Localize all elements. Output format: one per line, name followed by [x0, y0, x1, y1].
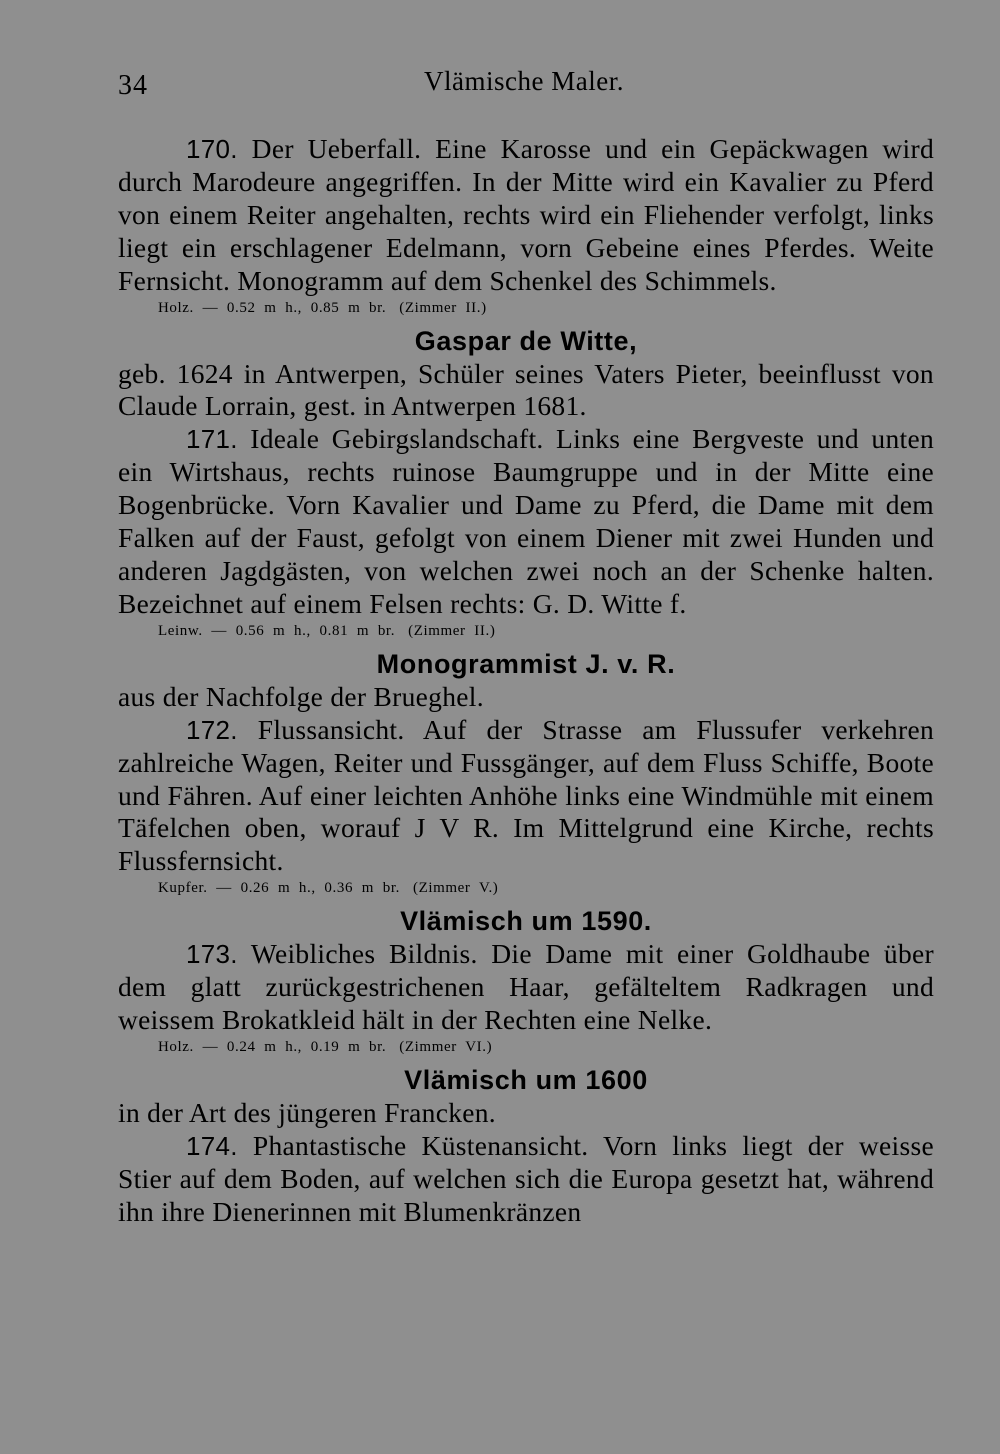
catalog-entry-171 — [118, 423, 934, 620]
section-heading-1600: Vlämisch um 1600 — [404, 1064, 648, 1095]
artist-heading-witte: Gaspar de Witte, — [414, 325, 638, 356]
entry-number: 170. — [186, 134, 238, 164]
entry-description: Phantastische Küstenansicht. Vorn links liegt der weisse Stier auf dem Boden, auf welchen sich die Europa gesetzt hat, während ihn ihre Dienerinnen mit Blumenkränzen — [118, 1129, 934, 1227]
catalog-entry-174 — [118, 1130, 934, 1229]
entry-number: 173. — [186, 939, 238, 970]
artist-bio-witte: geb. 1624 in Antwerpen, Schüler seines Vaters Pieter, beeinflusst von Claude Lorrain, gest. in Antwerpen 1681. — [118, 357, 934, 422]
running-title: Vlämische Maler. — [424, 66, 624, 96]
page-body — [118, 133, 934, 1229]
entry-dimensions: Kupfer. — 0.26 m h., 0.36 m br. (Zimmer V.) — [158, 880, 499, 897]
entry-dimensions: Leinw. — 0.56 m h., 0.81 m br. (Zimmer II.) — [158, 622, 496, 639]
page-number: 34 — [118, 70, 148, 101]
entry-description: Flussansicht. Auf der Strasse am Flussufer verkehren zahlreiche Wagen, Reiter und Fussgänger, auf dem Fluss Schiffe, Boote und Fähren. Auf einer leichten Anhöhe links eine Windmühle mit einem Täfelchen oben, worauf J V R. Im Mittelgrund eine Kirche, rechts Flussfernsicht. — [118, 713, 934, 877]
catalog-entry-172 — [118, 714, 934, 879]
entry-description: Der Ueberfall. Eine Karosse und ein Gepäckwagen wird durch Marodeure angegriffen. In der Mitte wird ein Kavalier zu Pferd von einem Reiter angehalten, rechts wird ein Fliehender verfolgt, links liegt ein erschlagener Edelmann, vorn Gebeine eines Pferdes. Weite Fernsicht. Monogramm auf dem Schenkel des Schimmels. — [118, 133, 934, 296]
entry-number: 171. — [186, 424, 238, 455]
entry-dimensions: Holz. — 0.52 m h., 0.85 m br. (Zimmer II.) — [158, 299, 487, 316]
section-heading-1590: Vlämisch um 1590. — [400, 906, 652, 937]
catalog-entry-170 — [118, 133, 934, 298]
entry-description: Weibliches Bildnis. Die Dame mit einer Goldhaube über dem glatt zurückgestrichenen Haar, gefälteltem Radkragen und weissem Brokatkleid hält in der Rechten eine Nelke. — [118, 938, 934, 1036]
entry-dimensions: Holz. — 0.24 m h., 0.19 m br. (Zimmer VI.) — [158, 1038, 493, 1055]
entry-number: 172. — [186, 714, 238, 745]
page-header — [118, 62, 930, 102]
artist-heading-jvr: Monogrammist J. v. R. — [376, 648, 676, 679]
entry-number: 174. — [186, 1130, 238, 1161]
catalog-entry-173 — [118, 938, 934, 1037]
section-bio-1600: in der Art des jüngeren Francken. — [118, 1096, 496, 1128]
entry-description: Ideale Gebirgslandschaft. Links eine Bergveste und unten ein Wirtshaus, rechts ruinose Baumgruppe und in der Mitte eine Bogenbrücke. Vorn Kavalier und Dame zu Pferd, die Dame mit dem Falken auf der Faust, gefolgt von einem Diener mit zwei Hunden und anderen Jagdgästen, von welchen zwei noch an der Schenke halten. Bezeichnet auf einem Felsen rechts: G. D. Witte f. — [118, 423, 934, 619]
artist-bio-jvr: aus der Nachfolge der Brueghel. — [118, 680, 484, 712]
